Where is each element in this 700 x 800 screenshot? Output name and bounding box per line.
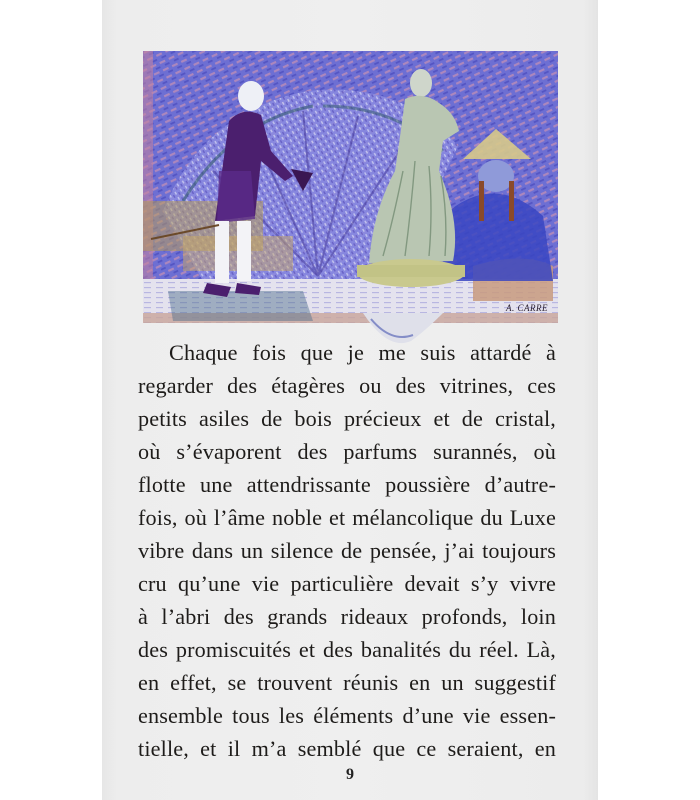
text-line: où s’évaporent des parfums surannés, où <box>138 439 556 464</box>
text-line: à l’abri des grands rideaux profonds, loin <box>138 604 556 629</box>
text-line: flotte une attendrissante poussière d’autre- <box>138 472 556 497</box>
watercolor-illustration <box>143 51 558 345</box>
artist-signature: A. CARRE <box>506 303 548 313</box>
text-line: en effet, se trouvent réunis en un suggestif <box>138 670 556 695</box>
text-line: tielle, et il m’a semblé que ce seraient, en <box>138 736 556 761</box>
page-number: 9 <box>346 766 354 783</box>
text-line: cru qu’une vie particulière devait s’y vivre <box>138 571 556 596</box>
text-line: Chaque fois que je me suis attardé à <box>169 340 556 365</box>
text-line: regarder des étagères ou des vitrines, ces <box>138 373 556 398</box>
text-line: fois, où l’âme noble et mélancolique du Luxe <box>138 505 556 530</box>
body-paragraph <box>138 336 556 765</box>
text-line: ensemble tous les éléments d’une vie essen- <box>138 703 556 728</box>
text-line: des promiscuités et des banalités du réel. Là, <box>138 637 556 662</box>
book-page <box>102 0 598 800</box>
text-line: vibre dans un silence de pensée, j’ai toujours <box>138 538 556 563</box>
text-line: petits asiles de bois précieux et de cristal, <box>138 406 556 431</box>
